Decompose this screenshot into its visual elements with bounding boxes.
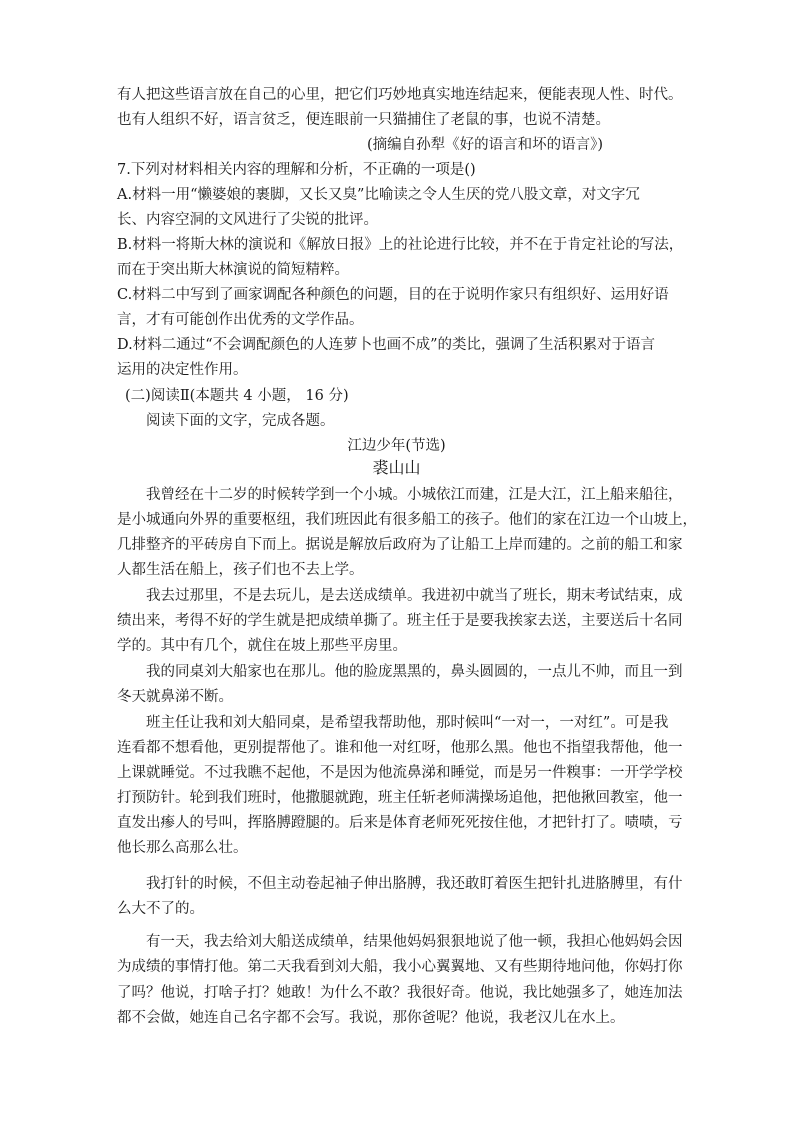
paragraph-line: 学的。其中有几个，就住在坡上那些平房里。 — [117, 638, 407, 654]
source-citation: (摘编自孙犁《好的语言和坏的语言》) — [367, 137, 604, 153]
paragraph-line: 有一天，我去给刘大船送成绩单，结果他妈妈狠狠地说了他一顿，我担心他妈妈会因 — [146, 934, 683, 950]
paragraph-line: 连看都不想看他，更别提帮他了。谁和他一对红呀，他那么黑。他也不指望我帮他，他一 — [117, 740, 683, 756]
paragraph-line: 打预防针。轮到我们班时，他撒腿就跑，班主任斩老师满操场追他，把他揪回教室，他一 — [117, 790, 683, 806]
paragraph-line: 直发出瘆人的号叫，挥胳膊蹬腿的。后来是体育老师死死按住他，才把针打了。啧啧，亏 — [117, 815, 683, 831]
option-b-line-2: 而在于突出斯大林演说的简短精粹。 — [117, 262, 349, 278]
option-c-line-1: C.材料二中写到了画家调配各种颜色的问题，目的在于说明作家只有组织好、运用好语 — [117, 287, 669, 303]
paragraph-line: 班主任让我和刘大船同桌，是希望我帮助他，那时候叫“一对一，一对红”。可是我 — [146, 715, 669, 731]
option-d-line-2: 运用的决定性作用。 — [117, 362, 248, 378]
paragraph-line: 为成绩的事情打他。第二天我看到刘大船，我小心翼翼地、又有些期待地问他，你妈打你 — [117, 959, 683, 975]
option-d-line-1: D.材料二通过“不会调配颜色的人连萝卜也画不成”的类比，强调了生活积累对于语言 — [117, 337, 656, 353]
option-a-line-1: A.材料一用“懒婆娘的裹脚，又长又臭”比喻读之令人生厌的党八股文章，对文字冗 — [117, 187, 640, 203]
question-7-stem: 7.下列对材料相关内容的理解和分析，不正确的一项是() — [117, 162, 476, 178]
paragraph-line: 我打针的时候，不但主动卷起袖子伸出胳膊，我还敢盯着医生把针扎进胳膊里，有什 — [146, 876, 683, 892]
intro-line-1: 有人把这些语言放在自己的心里，把它们巧妙地真实地连结起来，便能表现人性、时代。 — [117, 87, 683, 103]
option-a-line-2: 长、内容空洞的文风进行了尖锐的批评。 — [117, 212, 378, 228]
story-title: 江边少年(节选) — [347, 438, 446, 454]
paragraph-line: 上课就睡觉。不过我瞧不起他，不是因为他流鼻涕和睡觉，而是另一件糗事：一开学学校 — [117, 765, 683, 781]
story-author: 裘山山 — [372, 458, 421, 477]
paragraph-line: 我的同桌刘大船家也在那儿。他的脸庞黑黑的，鼻头圆圆的，一点儿不帅，而且一到 — [146, 664, 683, 680]
paragraph-line: 是小城通向外界的重要枢纽，我们班因此有很多船工的孩子。他们的家在江边一个山坡上， — [117, 512, 697, 528]
paragraph-line: 我去过那里，不是去玩儿，是去送成绩单。我进初中就当了班长，期末考试结束，成 — [146, 588, 683, 604]
section-heading: (二)阅读Ⅱ(本题共 4 小题， 16 分) — [125, 388, 349, 404]
paragraph-line: 绩出来，考得不好的学生就是把成绩单撕了。班主任于是要我挨家去送，主要送后十名同 — [117, 613, 683, 629]
paragraph-line: 几排整齐的平砖房自下而上。据说是解放后政府为了让船工上岸而建的。之前的船工和家 — [117, 537, 683, 553]
paragraph-line: 我曾经在十二岁的时候转学到一个小城。小城依江而建，江是大江，江上船来船往， — [146, 487, 683, 503]
paragraph-line: 人都生活在船上，孩子们也不去上学。 — [117, 562, 364, 578]
option-c-line-2: 言，才有可能创作出优秀的文学作品。 — [117, 312, 364, 328]
paragraph-line: 都不会做，她连自己名字都不会写。我说，那你爸呢？他说，我老汉儿在水上。 — [117, 1010, 625, 1026]
paragraph-line: 了吗？他说，打啥子打？她敢！为什么不敢？我很好奇。他说，我比她强多了，她连加法 — [117, 985, 683, 1001]
paragraph-line: 冬天就鼻涕不断。 — [117, 689, 233, 705]
paragraph-line: 他长那么高那么壮。 — [117, 840, 248, 856]
option-b-line-1: B.材料一将斯大林的演说和《解放日报》上的社论进行比较，并不在于肯定社论的写法， — [117, 237, 684, 253]
intro-line-2: 也有人组织不好，语言贫乏，便连眼前一只猫捕住了老鼠的事，也说不清楚。 — [117, 112, 610, 128]
reading-instruction: 阅读下面的文字，完成各题。 — [146, 413, 335, 429]
paragraph-line: 么大不了的。 — [117, 901, 204, 917]
